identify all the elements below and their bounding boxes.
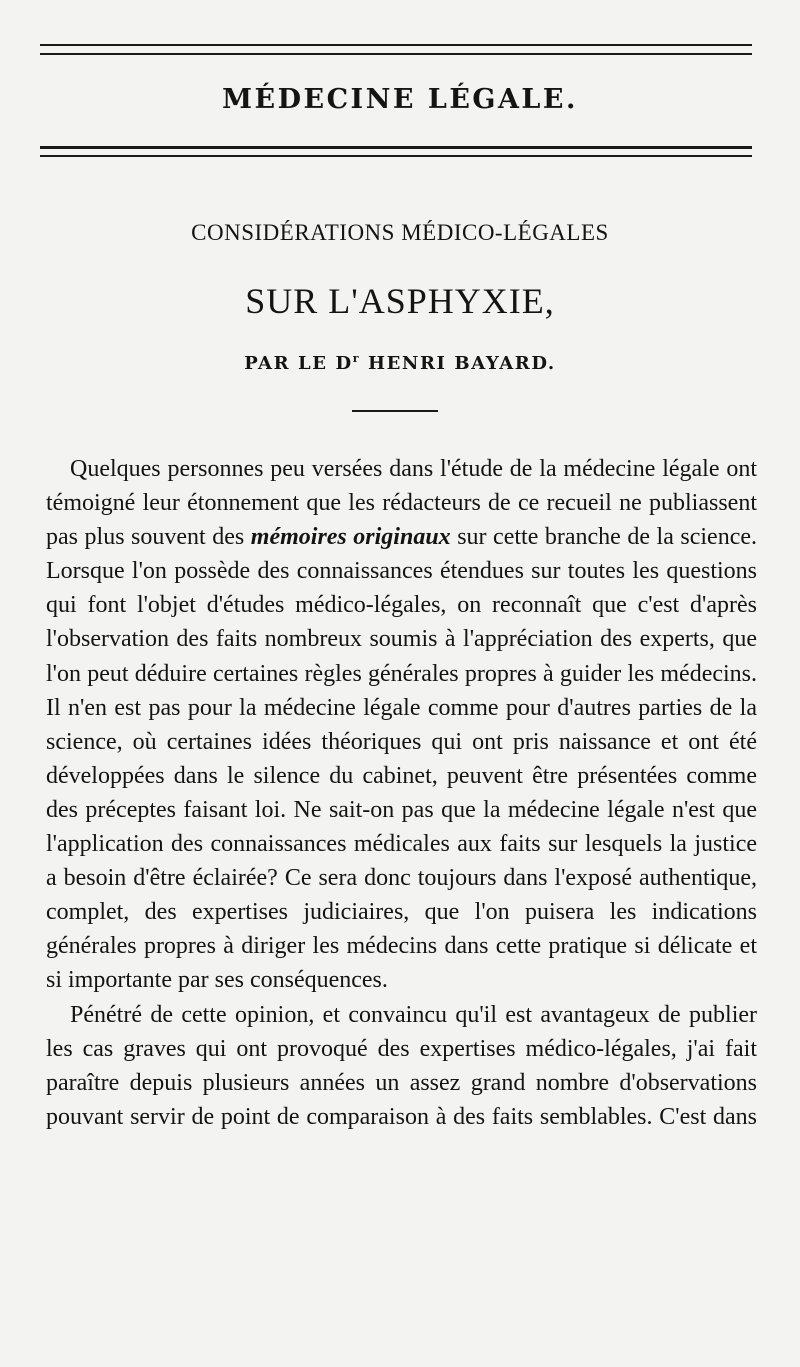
header-rule-top [40, 44, 752, 46]
paragraph-1-text-b: sur cette branche de la science. Lorsque l'on possède des connaissances étendues sur toutes les questions qui font l'objet d'études médico-légales, on reconnaît que c'est d'après l'observation des faits nombreux soumis à l'appréciation des experts, que l'on peut déduire certaines règles générales propres à guider les médecins. Il n'en est pas pour la médecine légale comme pour d'autres parties de la science, où certaines idées théoriques qui ont pris naissance et ont été développées dans le silence du cabinet, peuvent être présentées comme des préceptes faisant loi. Ne sait-on pas que la médecine légale n'est que l'application des connaissances médicales aux faits sur lesquels la justice a besoin d'être éclairée? Ce sera donc toujours dans l'exposé authentique, complet, des expertises judiciaires, que l'on puisera les indications générales propres à diriger les médecins dans cette pratique si délicate et si importante par ses conséquences. [46, 524, 758, 994]
header-rule-top-inner [40, 53, 752, 55]
article-body [46, 452, 757, 1134]
byline-name: HENRI BAYARD. [360, 353, 556, 374]
article-subtitle: CONSIDÉRATIONS MÉDICO-LÉGALES [191, 220, 609, 245]
byline-prefix: PAR LE D [244, 353, 353, 374]
paragraph-1 [46, 452, 757, 998]
section-title: MÉDECINE LÉGALE. [222, 84, 578, 115]
header-rule-bottom [40, 146, 752, 149]
paragraph-1-text-a: Quelques personnes peu versées dans l'étude de la médecine légale ont témoigné leur étonnement que les rédacteurs de ce recueil ne publiassent pas plus souvent des [46, 456, 757, 551]
paragraph-1-italic: mémoires originaux [250, 524, 451, 551]
byline-superscript: r [352, 352, 361, 365]
title-separator-rule [352, 410, 438, 412]
article-title: SUR L'ASPHYXIE, [245, 281, 555, 321]
header-rule-bottom-inner [40, 155, 752, 157]
paragraph-2: Pénétré de cette opinion, et convaincu qu'il est avantageux de publier les cas graves qui ont provoqué des expertises médico-légales, j'ai fait paraître depuis plusieurs années un assez grand nombre d'observations pouvant servir de point de comparaison à des faits semblables. C'est dans [46, 1001, 757, 1130]
author-byline [0, 352, 800, 374]
